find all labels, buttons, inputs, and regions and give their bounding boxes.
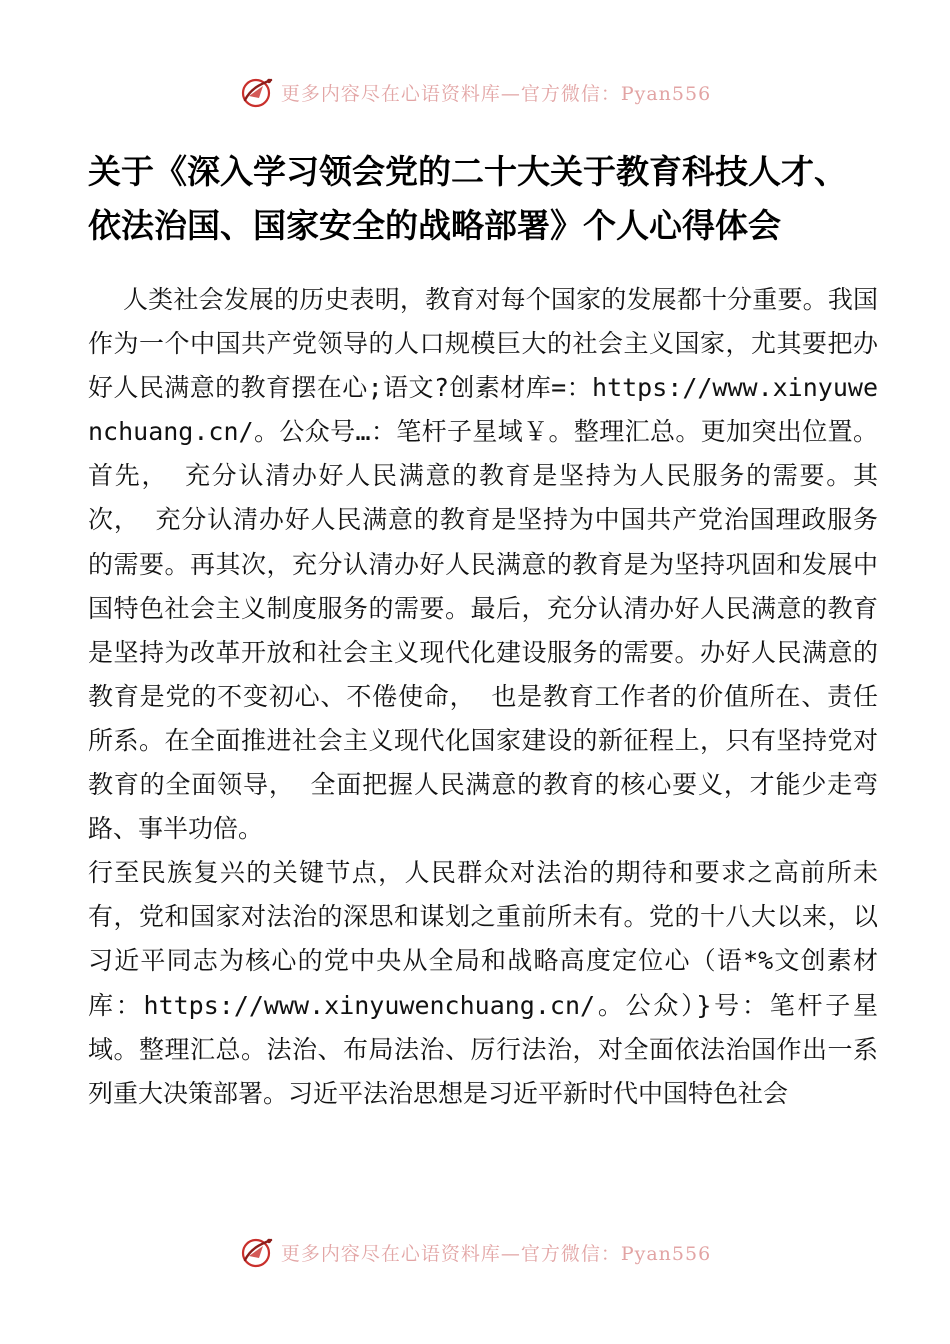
footer-watermark bbox=[0, 1230, 950, 1274]
brand-logo-icon bbox=[239, 74, 275, 110]
watermark-text: 更多内容尽在心语资料库—官方微信：Pyan556 bbox=[280, 82, 712, 105]
watermark-text: 更多内容尽在心语资料库—官方微信：Pyan556 bbox=[280, 1242, 712, 1265]
header-watermark bbox=[0, 70, 950, 114]
document-title: 关于《深入学习领会党的二十大关于教育科技人才、 依法治国、国家安全的战略部署》个人心得体会 bbox=[88, 152, 847, 245]
document-body bbox=[88, 278, 878, 1116]
paragraph: 人类社会发展的历史表明，教育对每个国家的发展都十分重要。我国作为一个中国共产党领导的人口规模巨大的社会主义国家，尤其要把办好人民满意的教育摆在心;语文?创素材库=：https://www.xinyuwenchuang.cn/。公众号…：笔杆子星域￥。整理汇总。更加突出位置。首先， 充分认清办好人民满意的教育是坚持为人民服务的需要。其次， 充分认清办好人民满意的教育是坚持为中国共产党治国理政服务的需要。再其次，充分认清办好人民满意的教育是为坚持巩固和发展中国特色社会主义制度服务的需要。最后，充分认清办好人民满意的教育是坚持为改革开放和社会主义现代化建设服务的需要。办好人民满意的教育是党的不变初心、不倦使命， 也是教育工作者的价值所在、责任所系。在全面推进社会主义现代化国家建设的新征程上，只有坚持党对教育的全面领导， 全面把握人民满意的教育的核心要义，才能少走弯路、事半功倍。 bbox=[88, 285, 878, 844]
paragraph: 行至民族复兴的关键节点，人民群众对法治的期待和要求之高前所未有，党和国家对法治的深思和谋划之重前所未有。党的十八大以来，以习近平同志为核心的党中央从全局和战略高度定位心（语*%文创素材库：https://www.xinyuwenchuang.cn/。公众）}号：笔杆子星域。整理汇总。法治、布局法治、厉行法治，对全面依法治国作出一系列重大决策部署。习近平法治思想是习近平新时代中国特色社会 bbox=[88, 858, 878, 1108]
brand-logo-icon bbox=[239, 1234, 275, 1270]
